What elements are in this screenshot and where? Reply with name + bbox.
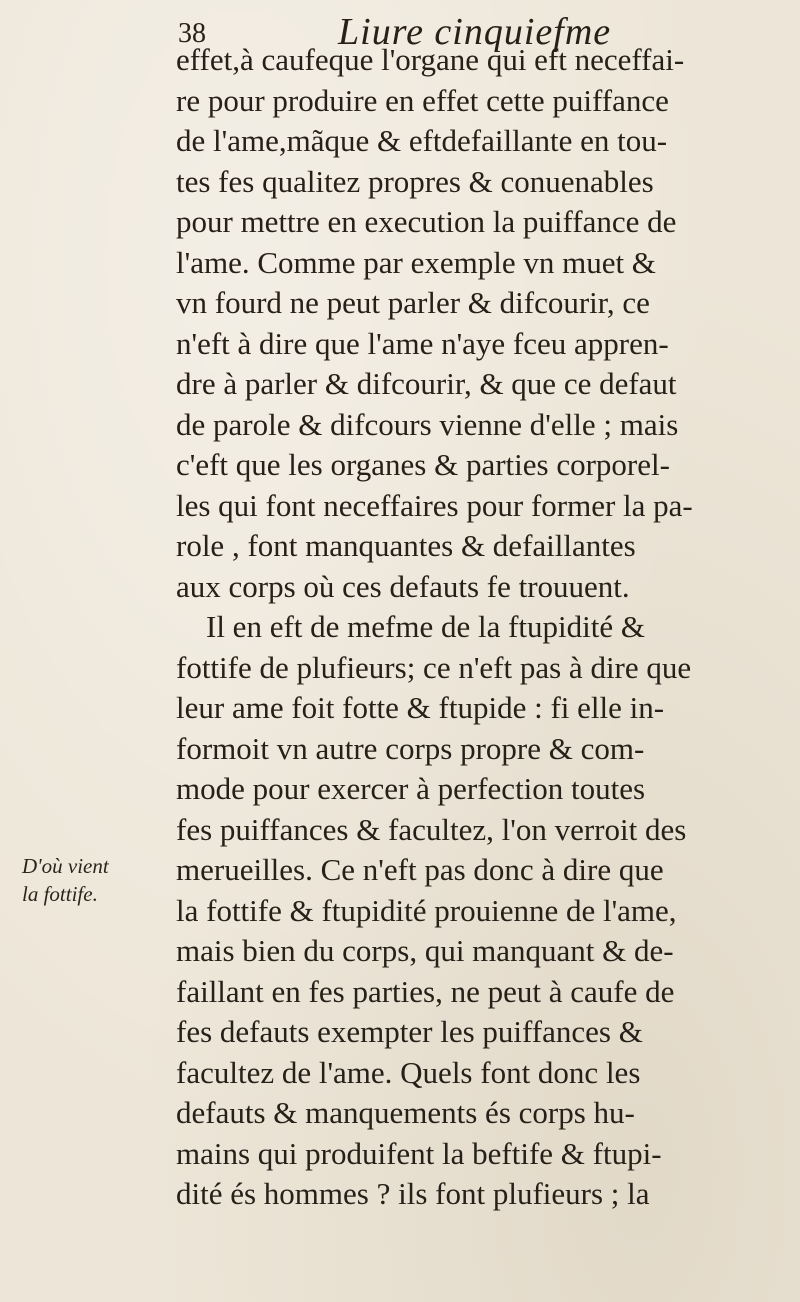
text-line: faillant en fes parties, ne peut à caufe de	[176, 973, 675, 1009]
text-line: leur ame foit fotte & ftupide : fi elle in-	[176, 690, 665, 725]
text-line: effet,à caufeque l'organe qui eft neceffai-	[176, 42, 685, 77]
text-line: tes fes qualitez propres & conuenables	[176, 163, 654, 199]
marginal-note-line: D'où vient	[22, 854, 109, 878]
text-line: facultez de l'ame. Quels font donc les	[176, 1054, 641, 1090]
text-line: aux corps où ces defauts fe trouuent.	[176, 568, 630, 604]
text-line: les qui font neceffaires pour former la pa-	[176, 487, 693, 523]
text-line: n'eft à dire que l'ame n'aye fceu appren-	[176, 325, 669, 361]
text-line: Il en eft de mefme de la ftupidité &	[206, 609, 645, 644]
text-line: de l'ame,mãque & eftdefaillante en tou-	[176, 123, 668, 158]
body-text	[176, 40, 786, 1215]
running-title: Liure cinquiefme	[338, 11, 612, 53]
text-line: la fottife & ftupidité prouienne de l'ame,	[176, 892, 677, 928]
text-line: fes puiffances & facultez, l'on verroit des	[176, 811, 687, 847]
marginal-note-line: la fottife.	[22, 882, 98, 906]
text-line: re pour produire en effet cette puiffance	[176, 82, 669, 118]
marginal-note	[22, 852, 182, 908]
text-line: mode pour exercer à perfection toutes	[176, 771, 646, 806]
text-line: defauts & manquements és corps hu-	[176, 1095, 635, 1130]
page-number: 38	[178, 18, 206, 49]
text-line: mais bien du corps, qui manquant & de-	[176, 933, 674, 968]
text-line: role , font manquantes & defaillantes	[176, 528, 636, 563]
text-line: dre à parler & difcourir, & que ce defaut	[176, 366, 677, 401]
text-line: c'eft que les organes & parties corporel-	[176, 447, 670, 482]
text-line: de parole & difcours vienne d'elle ; mais	[176, 406, 679, 442]
text-line: dité és hommes ? ils font plufieurs ; la	[176, 1176, 650, 1211]
text-line: formoit vn autre corps propre & com-	[176, 730, 645, 766]
text-line: merueilles. Ce n'eft pas donc à dire que	[176, 852, 664, 887]
text-line: pour mettre en execution la puiffance de	[176, 204, 677, 239]
text-line: l'ame. Comme par exemple vn muet &	[176, 244, 656, 280]
text-line: vn fourd ne peut parler & difcourir, ce	[176, 285, 650, 320]
text-line: fottife de plufieurs; ce n'eft pas à dire que	[176, 649, 692, 685]
text-line: mains qui produifent la beftife & ftupi-	[176, 1135, 662, 1171]
text-line: fes defauts exempter les puiffances &	[176, 1014, 643, 1049]
